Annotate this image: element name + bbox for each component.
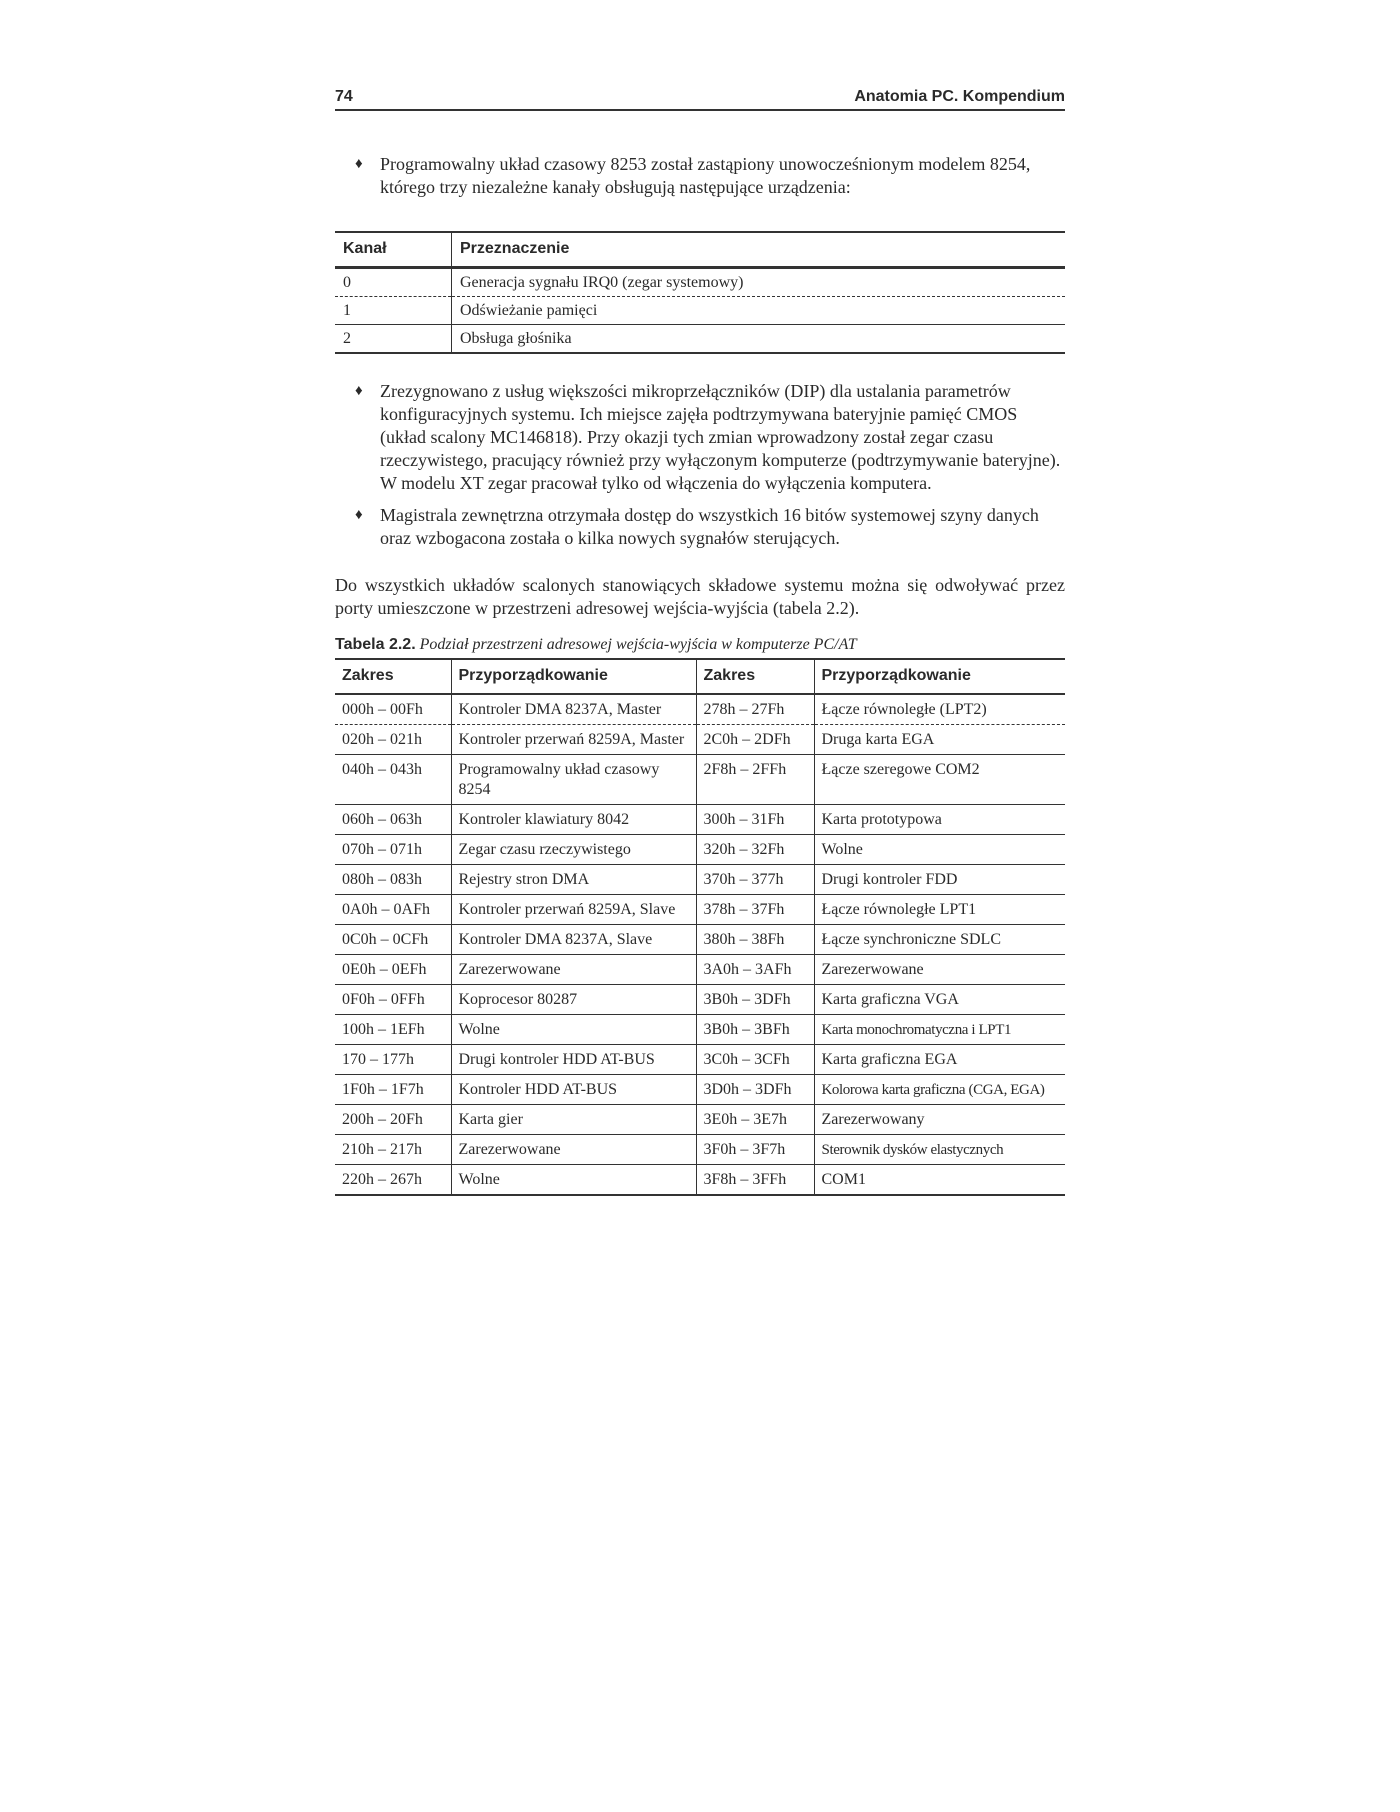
table-cell: Rejestry stron DMA [451,865,696,895]
table-cell: Odświeżanie pamięci [452,297,1066,325]
column-header: Kanał [335,232,452,268]
table-cell: Drugi kontroler HDD AT-BUS [451,1045,696,1075]
table-cell: 060h – 063h [335,805,451,835]
table-cell: Wolne [814,835,1065,865]
bullet-text: Magistrala zewnętrzna otrzymała dostęp do wszystkich 16 bitów systemowej szyny danych oraz wzbogacona została o kilka nowych sygnałów sterujących. [380,505,1039,548]
table-cell: Łącze synchroniczne SDLC [814,925,1065,955]
table-cell: 2 [335,325,452,354]
table-cell: 0F0h – 0FFh [335,985,451,1015]
bullet-item [335,504,1065,550]
table-cell: 020h – 021h [335,725,451,755]
table-cell: Łącze równoległe (LPT2) [814,694,1065,725]
table-cell: Karta prototypowa [814,805,1065,835]
running-header [335,88,1065,111]
table-row [335,1165,1065,1196]
table-row [335,985,1065,1015]
table-cell: Kontroler DMA 8237A, Slave [451,925,696,955]
table-cell: 000h – 00Fh [335,694,451,725]
table-header-row [335,232,1065,268]
table-row [335,1015,1065,1045]
table-cell: 0 [335,268,452,297]
table-row [335,895,1065,925]
table-cell: Zegar czasu rzeczywistego [451,835,696,865]
table-row [335,955,1065,985]
table-row [335,1135,1065,1165]
bullet-text: Zrezygnowano z usług większości mikroprzełączników (DIP) dla ustalania parametrów konfiguracyjnych systemu. Ich miejsce zajęła podtrzymywana bateryjnie pamięć CMOS (układ scalony MC146818). Przy okazji tych zmian wprowadzony został zegar czasu rzeczywistego, pracujący również przy wyłączonym komputerze (podtrzymywanie bateryjne). W modelu XT zegar pracował tylko od włączenia do wyłączenia komputera. [380,381,1061,493]
bullet-item [335,380,1065,495]
table-cell: Kontroler HDD AT-BUS [451,1075,696,1105]
body-paragraph: Do wszystkich układów scalonych stanowiących składowe systemu można się odwoływać przez porty umieszczone w przestrzeni adresowej wejścia-wyjścia (tabela 2.2). [335,575,1065,618]
table-cell: 2C0h – 2DFh [696,725,814,755]
table-cell: 080h – 083h [335,865,451,895]
table-row [335,865,1065,895]
table-cell: Kontroler klawiatury 8042 [451,805,696,835]
table-header-row [335,659,1065,694]
channel-table [335,231,1065,354]
table-cell: Druga karta EGA [814,725,1065,755]
table-cell: Generacja sygnału IRQ0 (zegar systemowy) [452,268,1066,297]
table-caption-label: Tabela 2.2. [335,636,416,653]
table-row [335,1045,1065,1075]
table-cell: 170 – 177h [335,1045,451,1075]
table-cell: Sterownik dysków elastycznych [814,1135,1065,1165]
table-caption [335,636,1065,654]
column-header: Przyporządkowanie [451,659,696,694]
table-caption-title: Podział przestrzeni adresowej wejścia-wyjścia w komputerze PC/AT [419,636,857,653]
table-cell: 0C0h – 0CFh [335,925,451,955]
column-header: Przyporządkowanie [814,659,1065,694]
table-cell: 370h – 377h [696,865,814,895]
table-cell: Karta gier [451,1105,696,1135]
table-cell: Wolne [451,1165,696,1196]
table-row [335,268,1065,297]
table-cell: 0A0h – 0AFh [335,895,451,925]
table-row [335,694,1065,725]
table-cell: 278h – 27Fh [696,694,814,725]
column-header: Zakres [335,659,451,694]
document-page [335,88,1065,1196]
table-cell: 320h – 32Fh [696,835,814,865]
table-cell: Programowalny układ czasowy 8254 [451,755,696,805]
table-cell: 210h – 217h [335,1135,451,1165]
column-header: Przeznaczenie [452,232,1066,268]
table-cell: Kolorowa karta graficzna (CGA, EGA) [814,1075,1065,1105]
table-cell: 0E0h – 0EFh [335,955,451,985]
page-number: 74 [335,88,353,105]
table-row [335,297,1065,325]
table-cell: 220h – 267h [335,1165,451,1196]
table-cell: 3B0h – 3BFh [696,1015,814,1045]
table-cell: 380h – 38Fh [696,925,814,955]
table-cell: 3D0h – 3DFh [696,1075,814,1105]
table-cell: Łącze równoległe LPT1 [814,895,1065,925]
table-row [335,755,1065,805]
table-cell: 3B0h – 3DFh [696,985,814,1015]
bullet-list-top [335,153,1065,199]
table-cell: 2F8h – 2FFh [696,755,814,805]
table-row [335,725,1065,755]
table-cell: 1F0h – 1F7h [335,1075,451,1105]
table-cell: Kontroler przerwań 8259A, Slave [451,895,696,925]
column-header: Zakres [696,659,814,694]
bullet-text: Programowalny układ czasowy 8253 został zastąpiony unowocześnionym modelem 8254, którego trzy niezależne kanały obsługują następujące urządzenia: [380,154,1031,197]
table-cell: 070h – 071h [335,835,451,865]
table-cell: COM1 [814,1165,1065,1196]
diamond-bullet-icon: ♦ [355,156,363,172]
table-cell: Karta graficzna EGA [814,1045,1065,1075]
table-cell: 100h – 1EFh [335,1015,451,1045]
table-cell: 3C0h – 3CFh [696,1045,814,1075]
table-row [335,925,1065,955]
table-cell: Kontroler DMA 8237A, Master [451,694,696,725]
table-cell: 040h – 043h [335,755,451,805]
table-cell: Zarezerwowane [451,1135,696,1165]
table-row [335,325,1065,354]
bullet-list-mid [335,380,1065,550]
table-cell: 300h – 31Fh [696,805,814,835]
table-cell: 3A0h – 3AFh [696,955,814,985]
table-row [335,1105,1065,1135]
table-cell: Karta monochromatyczna i LPT1 [814,1015,1065,1045]
table-cell: Wolne [451,1015,696,1045]
table-cell: 3F0h – 3F7h [696,1135,814,1165]
bullet-item [335,153,1065,199]
table-cell: Drugi kontroler FDD [814,865,1065,895]
table-cell: 378h – 37Fh [696,895,814,925]
table-row [335,835,1065,865]
diamond-bullet-icon: ♦ [355,383,363,399]
table-cell: Zarezerwowane [814,955,1065,985]
table-cell: Łącze szeregowe COM2 [814,755,1065,805]
table-cell: Koprocesor 80287 [451,985,696,1015]
table-cell: Zarezerwowany [814,1105,1065,1135]
table-row [335,1075,1065,1105]
table-cell: 3E0h – 3E7h [696,1105,814,1135]
table-row [335,805,1065,835]
table-cell: Zarezerwowane [451,955,696,985]
table-cell: 1 [335,297,452,325]
io-address-table [335,658,1065,1196]
table-cell: Obsługa głośnika [452,325,1066,354]
table-cell: Karta graficzna VGA [814,985,1065,1015]
table-cell: Kontroler przerwań 8259A, Master [451,725,696,755]
table-cell: 3F8h – 3FFh [696,1165,814,1196]
diamond-bullet-icon: ♦ [355,507,363,523]
table-cell: 200h – 20Fh [335,1105,451,1135]
book-title: Anatomia PC. Kompendium [854,88,1065,105]
